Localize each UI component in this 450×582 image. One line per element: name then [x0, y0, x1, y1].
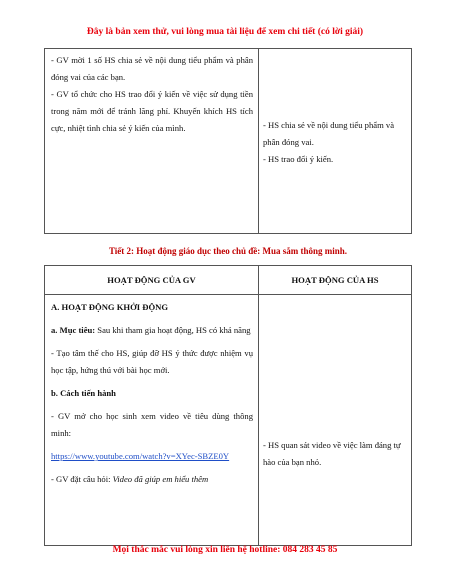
activity-table: [44, 265, 412, 546]
video-link[interactable]: https://www.youtube.com/watch?v=XYec-SBZE0Y: [51, 451, 230, 461]
column-header-teacher: HOẠT ĐỘNG CỦA GV: [45, 266, 259, 295]
goal-paragraph: [51, 322, 253, 339]
student-activity-line: - HS quan sát video về việc làm đáng tự hào của bạn nhỏ.: [263, 440, 401, 467]
teacher-activity-line: - GV mời 1 số HS chia sẻ về nội dung tiểu phẩm và phân đóng vai của các bạn.: [51, 55, 253, 82]
question-prefix: - GV đặt câu hỏi:: [51, 474, 113, 484]
video-instruction: - GV mở cho học sinh xem video về tiêu dùng thông minh:: [51, 411, 253, 438]
table-row: [45, 295, 412, 546]
goal-item: - Tạo tâm thế cho HS, giúp đỡ HS ý thức được nhiệm vụ học tập, hứng thú với bài học mới.: [51, 348, 253, 375]
teacher-activity-cell: [45, 295, 259, 546]
student-activity-line: - HS chia sẻ về nội dung tiểu phẩm và phân đóng vai.: [263, 120, 395, 147]
student-activity-cell: [259, 49, 412, 234]
section-title: Tiết 2: Hoạt động giáo dục theo chủ đề: Mua sắm thông minh.: [108, 246, 348, 256]
teacher-activity-cell: [45, 49, 259, 234]
heading-start-activity: A. HOẠT ĐỘNG KHỞI ĐỘNG: [51, 302, 169, 312]
question-text: Video đã giúp em hiểu thêm: [112, 474, 209, 484]
goal-label: a. Mục tiêu:: [51, 325, 96, 335]
hotline-banner: Mọi thắc mắc vui lòng xin liên hệ hotline: 084 283 45 85: [112, 545, 338, 555]
column-header-student: HOẠT ĐỘNG CỦA HS: [259, 266, 412, 295]
goal-text: Sau khi tham gia hoạt động, HS có khả năng: [95, 325, 251, 335]
student-activity-cell: [259, 295, 412, 546]
preview-banner: Đây là bản xem thử, vui lòng mua tài liệu để xem chi tiết (có lời giải): [86, 27, 364, 37]
activity-table-continued: [44, 48, 412, 234]
table-header-row: [45, 266, 412, 295]
heading-procedure: b. Cách tiến hành: [51, 388, 116, 398]
student-activity-line: - HS trao đổi ý kiến.: [263, 154, 334, 164]
teacher-activity-line: - GV tổ chức cho HS trao đổi ý kiến về việc sử dụng tiền trong năm mới để tránh lãng phí. Khuyến khích HS tích cực, nhiệt tình chia sẻ ý kiến của mình.: [51, 89, 253, 133]
video-link-line: [51, 448, 253, 465]
question-line: [51, 471, 253, 488]
table-row: [45, 49, 412, 234]
